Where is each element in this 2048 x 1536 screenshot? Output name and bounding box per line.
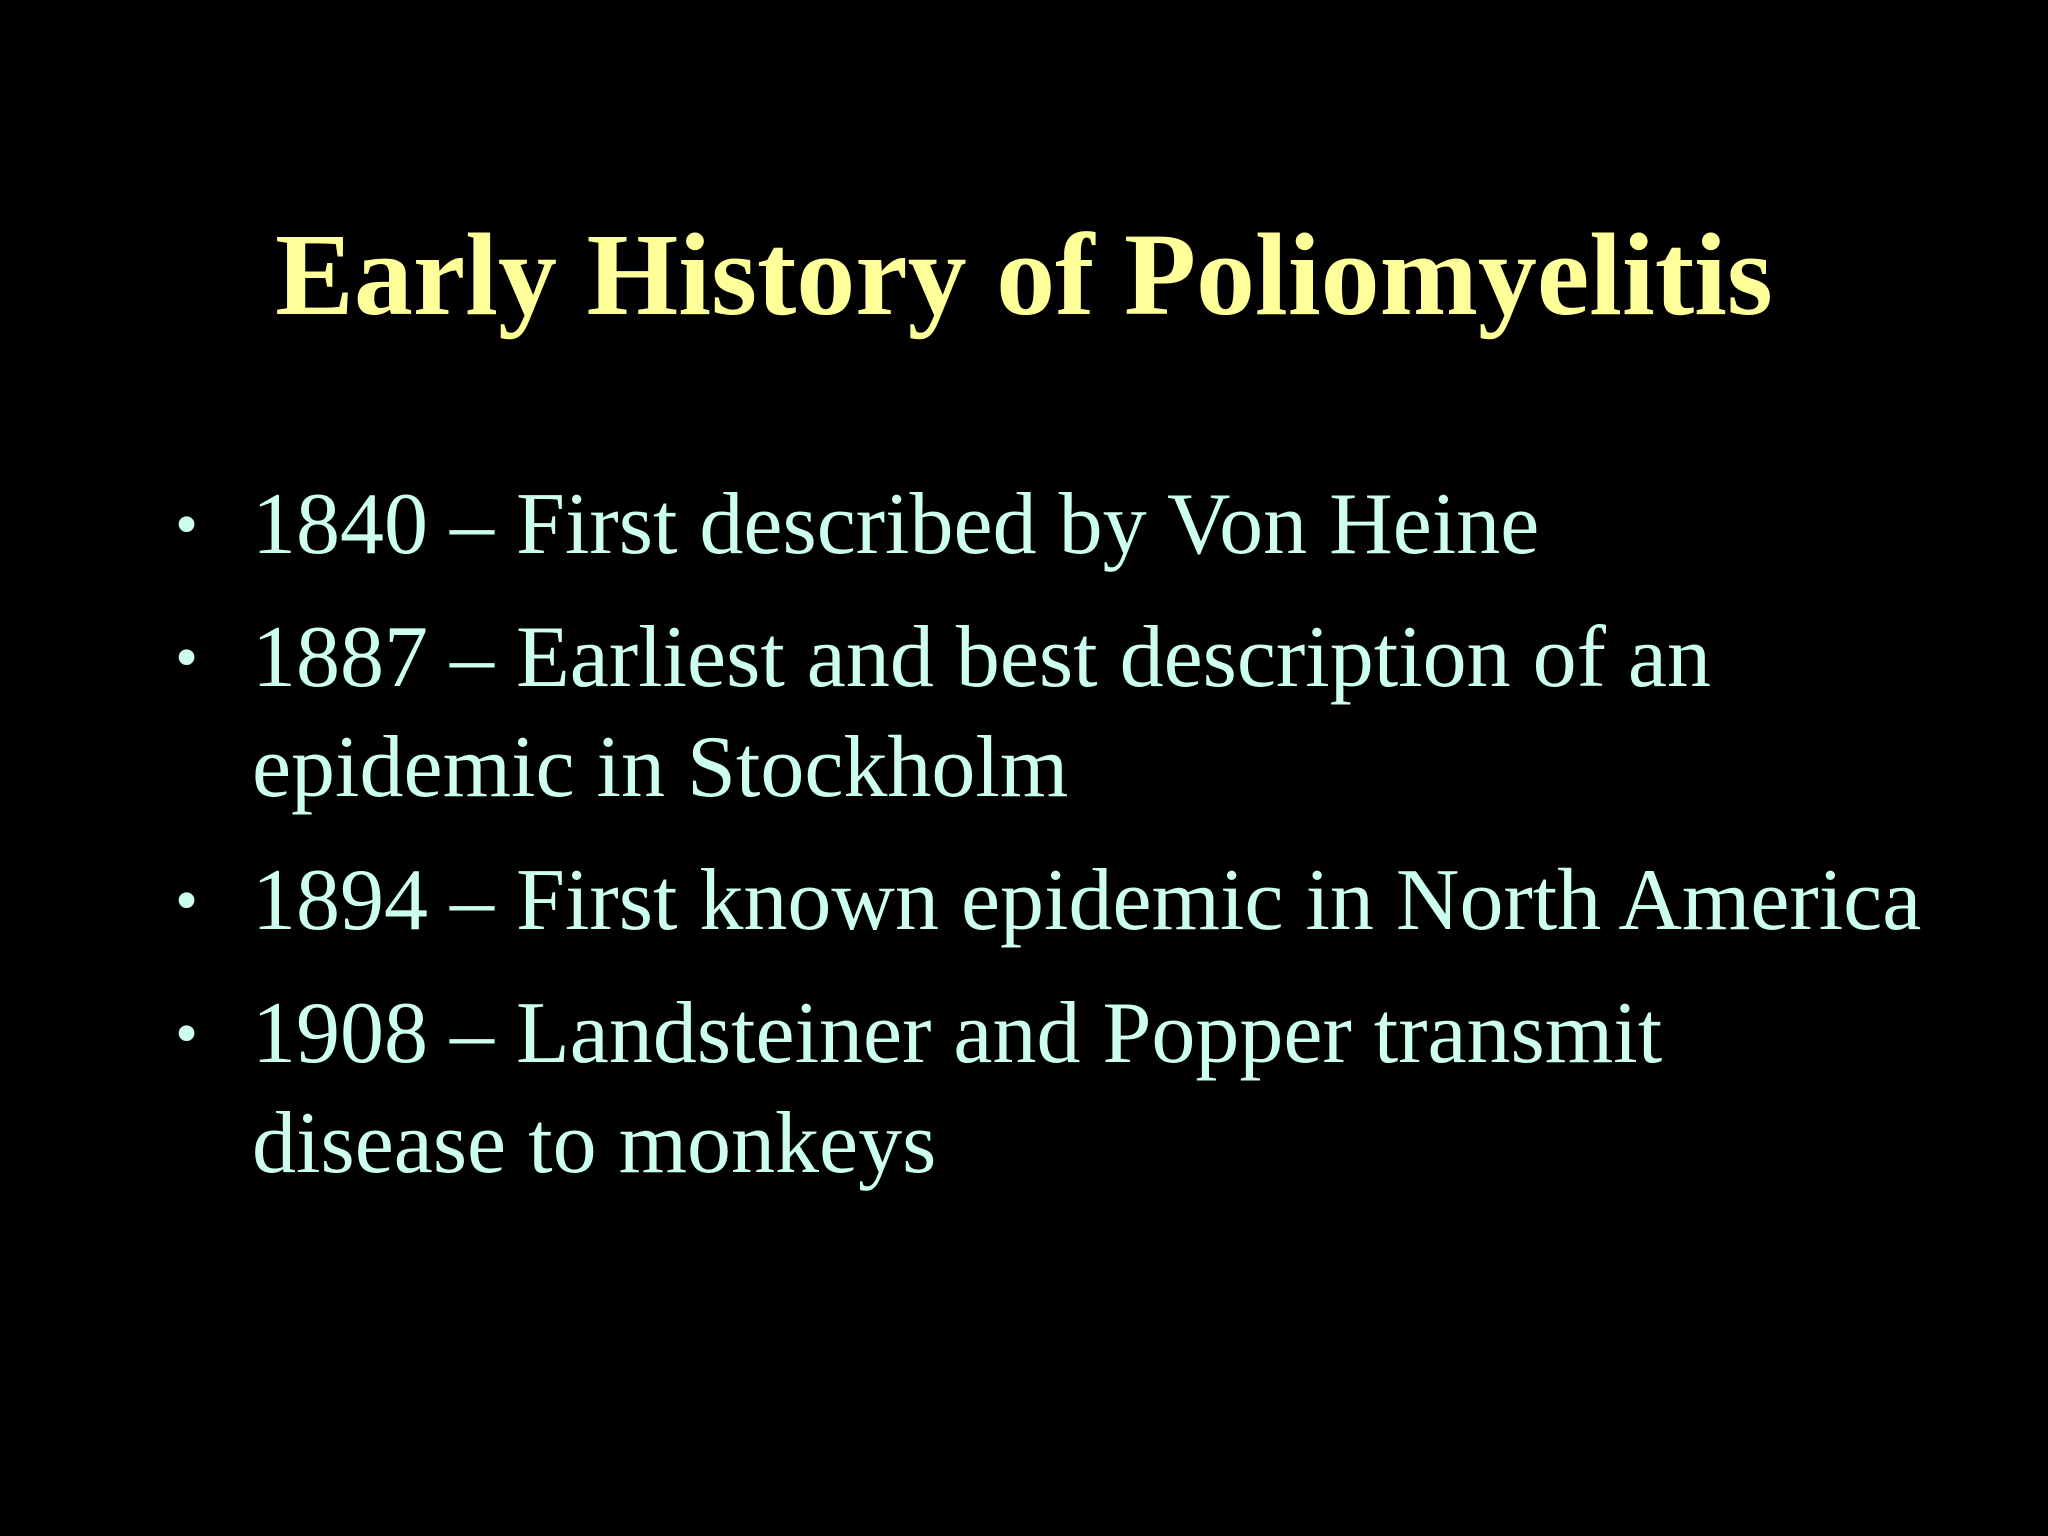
slide-title: Early History of Poliomyelitis: [275, 209, 1773, 340]
bullet-text: 1894 – First known epidemic in North America: [252, 852, 1922, 949]
bullet-icon: •: [175, 997, 199, 1070]
bullet-text: 1887 – Earliest and best description of an epidemic in Stockholm: [252, 609, 1711, 816]
list-item: [175, 846, 1935, 956]
bullet-text: 1840 – First described by Von Heine: [252, 476, 1540, 573]
bullet-list: [175, 470, 1935, 1222]
list-item: [175, 470, 1935, 580]
list-item: [175, 603, 1935, 823]
bullet-icon: •: [175, 621, 199, 694]
list-item: [175, 979, 1935, 1199]
bullet-icon: •: [175, 488, 199, 561]
bullet-icon: •: [175, 864, 199, 937]
bullet-text: 1908 – Landsteiner and Popper transmit disease to monkeys: [252, 985, 1663, 1192]
